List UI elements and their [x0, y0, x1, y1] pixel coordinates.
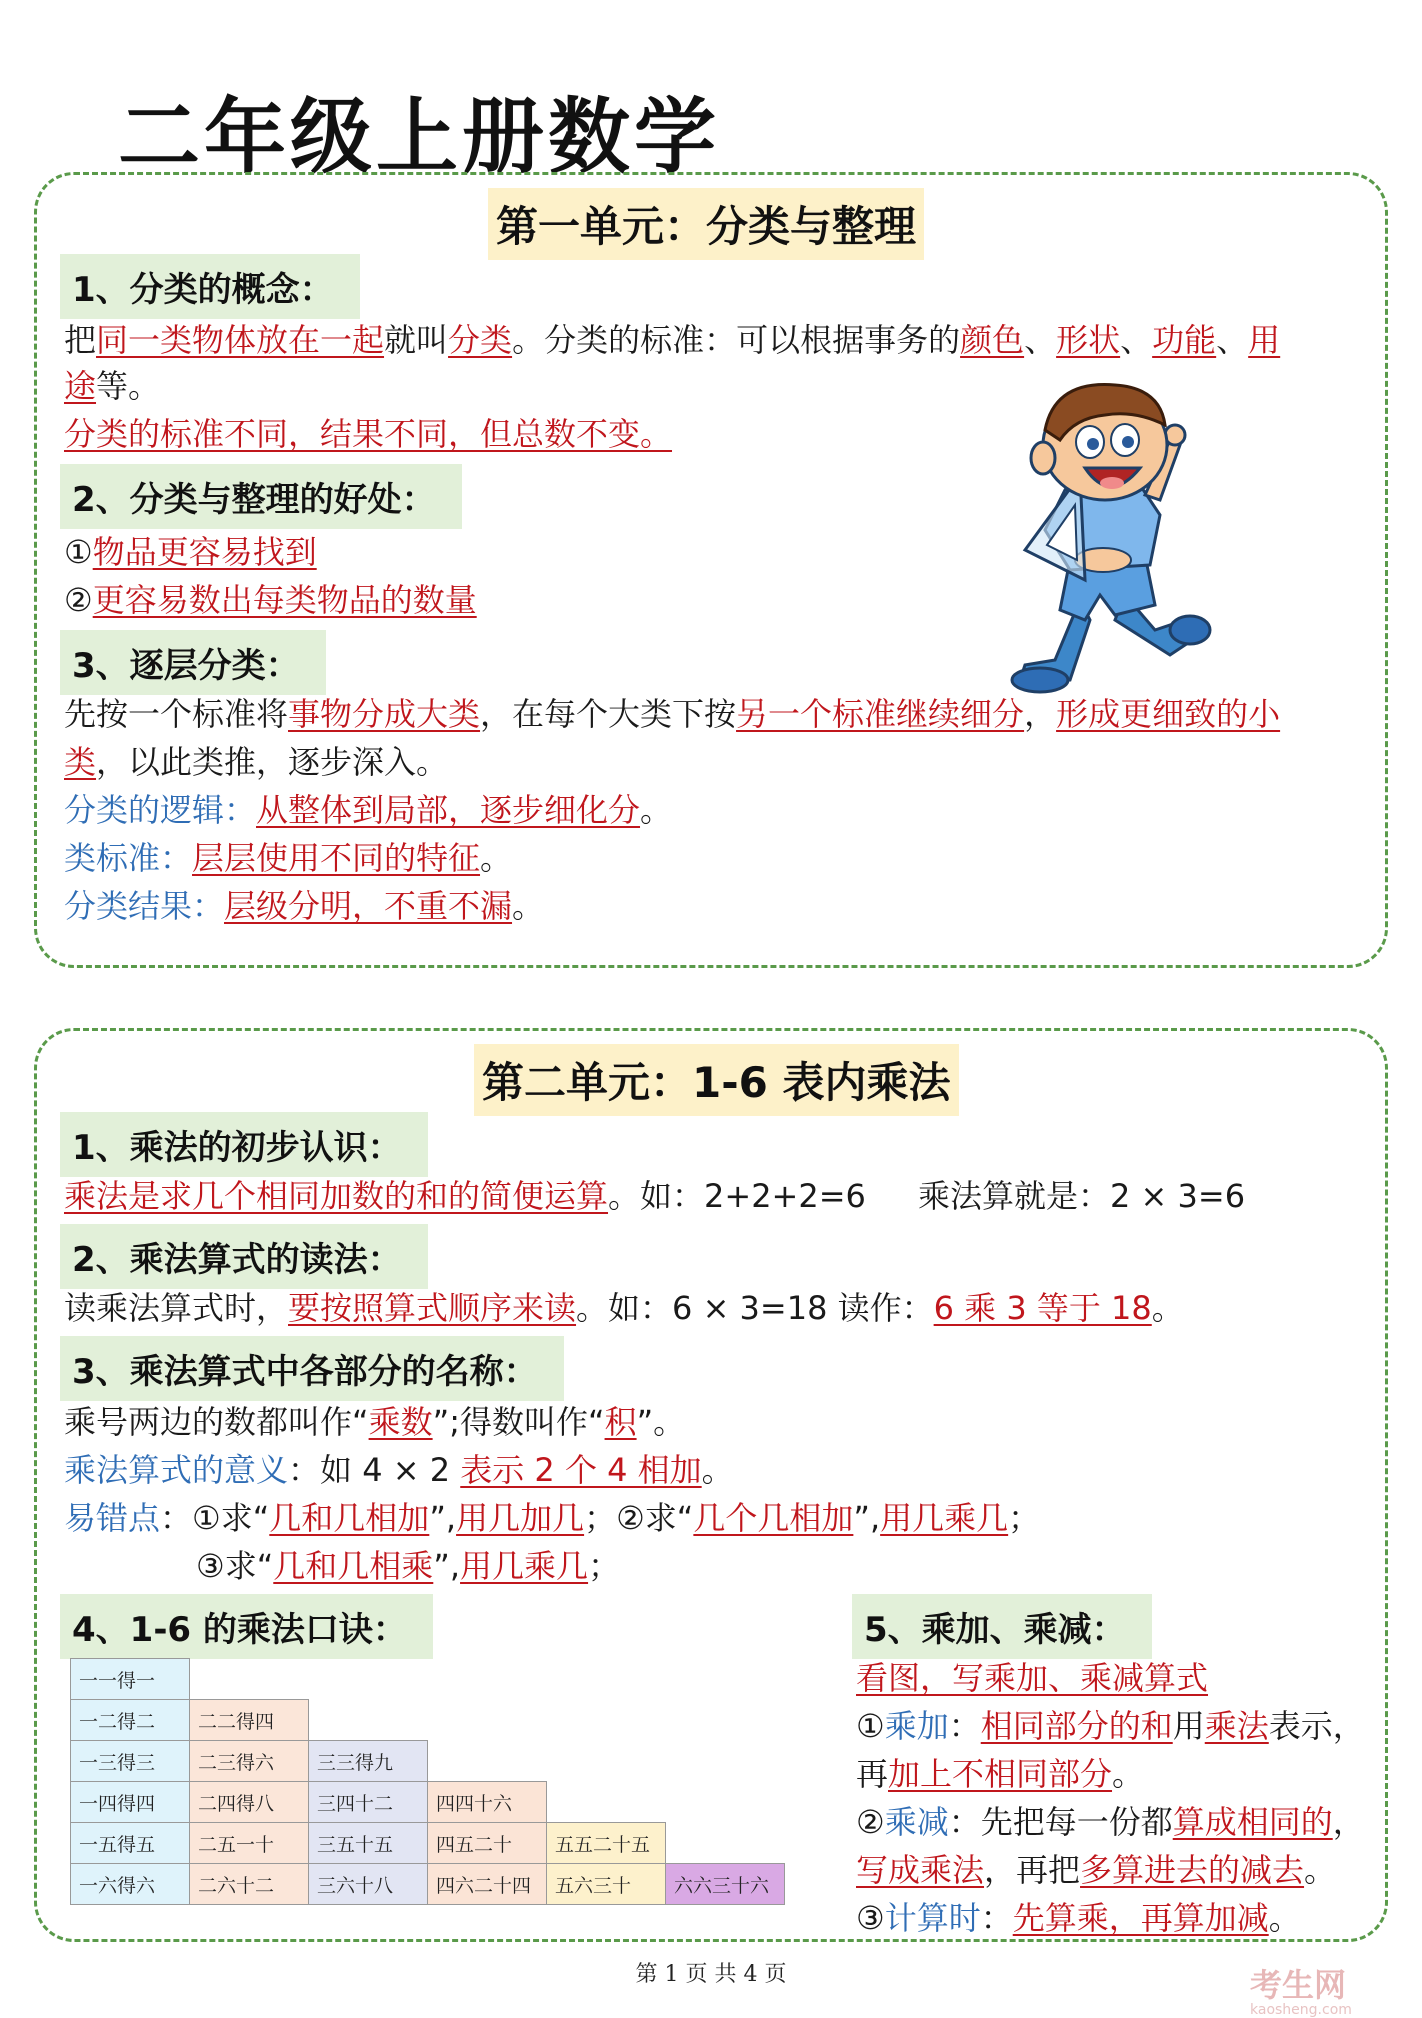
- unit1-section1-title: 1、分类的概念：: [60, 254, 360, 319]
- table-empty-cell: [428, 1659, 547, 1700]
- unit2-section3-title: 3、乘法算式中各部分的名称：: [60, 1336, 564, 1401]
- unit2-section2-title: 2、乘法算式的读法：: [60, 1224, 428, 1289]
- table-empty-cell: [309, 1659, 428, 1700]
- table-cell: 四五二十: [428, 1823, 547, 1864]
- table-row: [71, 1741, 785, 1782]
- table-row: [71, 1782, 785, 1823]
- table-empty-cell: [666, 1741, 785, 1782]
- unit2-s5-line6: ③计算时：先算乘，再算加减。: [856, 1899, 1301, 1937]
- unit1-title: 第一单元：分类与整理: [488, 188, 924, 260]
- unit1-s1-line2: 途等。: [64, 367, 161, 405]
- unit1-s2-item2: ②更容易数出每类物品的数量: [64, 581, 477, 619]
- table-cell: 六六三十六: [666, 1864, 785, 1905]
- table-cell: 三四十二: [309, 1782, 428, 1823]
- document-title: 二年级上册数学: [118, 90, 721, 185]
- watermark-logo: 考生网 kaosheng.com: [1250, 1966, 1352, 2018]
- table-cell: 一六得六: [71, 1864, 190, 1905]
- table-cell: 三三得九: [309, 1741, 428, 1782]
- table-cell: 二四得八: [190, 1782, 309, 1823]
- table-cell: 五五二十五: [547, 1823, 666, 1864]
- table-empty-cell: [666, 1659, 785, 1700]
- table-cell: 二五一十: [190, 1823, 309, 1864]
- unit1-section3-title: 3、逐层分类：: [60, 630, 326, 695]
- table-cell: 三五十五: [309, 1823, 428, 1864]
- table-row: [71, 1700, 785, 1741]
- unit2-s5-line5: 写成乘法，再把多算进去的减去。: [856, 1851, 1337, 1889]
- unit1-s2-item1: ①物品更容易找到: [64, 533, 317, 571]
- table-empty-cell: [428, 1741, 547, 1782]
- unit2-section5-title: 5、乘加、乘减：: [852, 1594, 1152, 1659]
- unit2-s2-line1: 读乘法算式时，要按照算式顺序来读。如：6 × 3=18 读作：6 乘 3 等于 18。: [64, 1289, 1184, 1327]
- unit2-section1-title: 1、乘法的初步认识：: [60, 1112, 428, 1177]
- table-empty-cell: [547, 1659, 666, 1700]
- table-cell: 一五得五: [71, 1823, 190, 1864]
- table-cell: 一三得三: [71, 1741, 190, 1782]
- table-row: [71, 1823, 785, 1864]
- table-cell: 二二得四: [190, 1700, 309, 1741]
- multiplication-table: [70, 1658, 785, 1905]
- unit1-s3-line2: 类，以此类推，逐步深入。: [64, 743, 449, 781]
- unit2-s3-line2: 乘法算式的意义：如 4 × 2 表示 2 个 4 相加。: [64, 1451, 734, 1489]
- table-empty-cell: [190, 1659, 309, 1700]
- table-empty-cell: [547, 1700, 666, 1741]
- table-cell: 四六二十四: [428, 1864, 547, 1905]
- table-empty-cell: [547, 1741, 666, 1782]
- unit2-s1-line1: 乘法是求几个相同加数的和的简便运算。如：2+2+2=6: [64, 1177, 866, 1215]
- table-cell: 二三得六: [190, 1741, 309, 1782]
- unit2-s5-line2: ①乘加：相同部分的和用乘法表示，: [856, 1707, 1365, 1745]
- table-empty-cell: [547, 1782, 666, 1823]
- unit2-s1-line1-right: 乘法算就是：2 × 3=6: [918, 1177, 1246, 1215]
- unit2-s3-line1: 乘号两边的数都叫作“乘数”;得数叫作“积”。: [64, 1403, 686, 1441]
- unit2-s5-line1: 看图，写乘加、乘减算式: [856, 1659, 1209, 1697]
- unit2-title: 第二单元：1-6 表内乘法: [474, 1044, 959, 1116]
- table-cell: 五六三十: [547, 1864, 666, 1905]
- table-cell: 一一得一: [71, 1659, 190, 1700]
- unit1-s1-line1: 把同一类物体放在一起就叫分类。分类的标准：可以根据事务的颜色、形状、功能、用: [64, 321, 1281, 359]
- unit2-section4-title: 4、1-6 的乘法口诀：: [60, 1594, 433, 1659]
- unit1-s3-line1: 先按一个标准将事物分成大类，在每个大类下按另一个标准继续细分，形成更细致的小: [64, 695, 1281, 733]
- table-empty-cell: [666, 1782, 785, 1823]
- unit1-section2-title: 2、分类与整理的好处：: [60, 464, 462, 529]
- table-row: [71, 1864, 785, 1905]
- unit2-s5-line3: 再加上不相同部分。: [856, 1755, 1145, 1793]
- unit2-s3-line4: ③求“几和几相乘”,用几乘几；: [196, 1547, 621, 1585]
- unit2-s3-line3: 易错点：①求“几和几相加”,用几加几；②求“几个几相加”,用几乘几；: [64, 1499, 1041, 1537]
- unit1-s3-line5: 分类结果：层级分明，不重不漏。: [64, 887, 545, 925]
- table-cell: 三六十八: [309, 1864, 428, 1905]
- table-row: [71, 1659, 785, 1700]
- table-cell: 一二得二: [71, 1700, 190, 1741]
- unit1-s3-line4: 类标准：层层使用不同的特征。: [64, 839, 513, 877]
- table-cell: 二六十二: [190, 1864, 309, 1905]
- table-empty-cell: [666, 1700, 785, 1741]
- table-cell: 四四十六: [428, 1782, 547, 1823]
- table-empty-cell: [666, 1823, 785, 1864]
- table-empty-cell: [309, 1700, 428, 1741]
- page-footer: 第 1 页 共 4 页: [635, 1962, 787, 1987]
- unit1-s1-line3: 分类的标准不同，结果不同，但总数不变。: [64, 415, 673, 453]
- cartoon-boy-illustration: [985, 380, 1225, 700]
- table-cell: 一四得四: [71, 1782, 190, 1823]
- unit1-s3-line3: 分类的逻辑：从整体到局部，逐步细化分。: [64, 791, 673, 829]
- table-empty-cell: [428, 1700, 547, 1741]
- unit2-s5-line4: ②乘减：先把每一份都算成相同的，: [856, 1803, 1365, 1841]
